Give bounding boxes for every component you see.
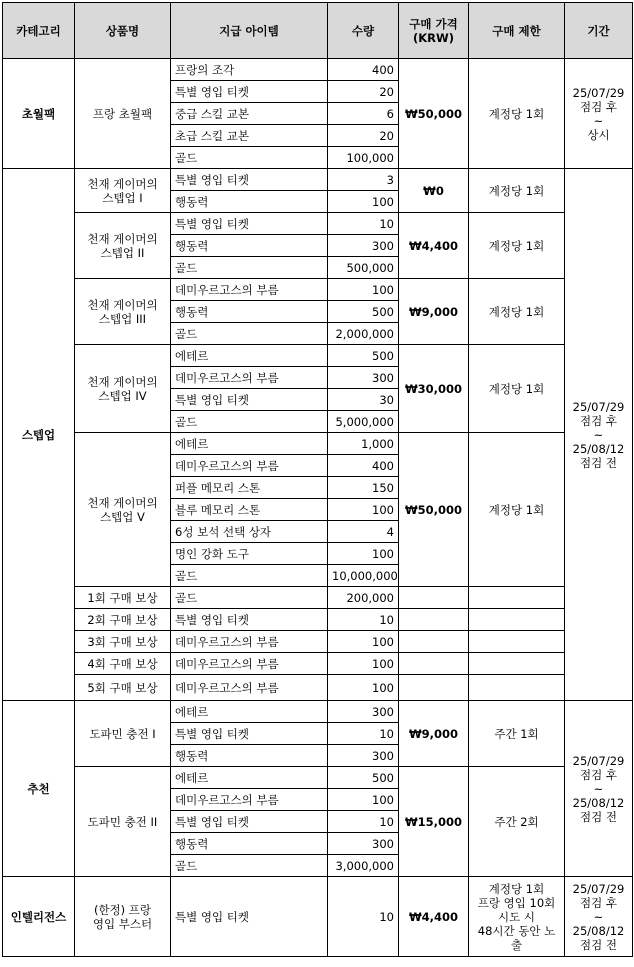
header-period: 기간 [565,3,633,59]
table-row [3,675,633,701]
item-quantity: 10 [328,877,399,957]
table-row [3,877,633,957]
item-name: 골드 [171,411,328,433]
item-quantity: 2,000,000 [328,323,399,345]
item-quantity: 10 [328,723,399,745]
product-name: 천재 게이머의 스텝업 V [75,433,171,587]
limit-cell [469,631,565,653]
table-row [3,767,633,789]
item-quantity: 6 [328,103,399,125]
table-row [3,213,633,235]
item-name: 에테르 [171,701,328,723]
price-cell: ₩30,000 [399,345,469,433]
price-cell: ₩9,000 [399,279,469,345]
item-quantity: 500 [328,345,399,367]
category-cell: 스텝업 [3,169,75,701]
item-name: 에테르 [171,767,328,789]
product-name: 2회 구매 보상 [75,609,171,631]
period-cell: 25/07/29 점검 후 ~ 25/08/12 점검 전 [565,169,633,701]
item-name: 중급 스킬 교본 [171,103,328,125]
item-name: 특별 영입 티켓 [171,169,328,191]
item-name: 6성 보석 선택 상자 [171,521,328,543]
item-quantity: 100,000 [328,147,399,169]
product-name: 3회 구매 보상 [75,631,171,653]
price-cell: ₩9,000 [399,701,469,767]
period-cell: 25/07/29 점검 후 ~ 상시 [565,59,633,169]
item-quantity: 10 [328,609,399,631]
item-quantity: 1,000 [328,433,399,455]
item-name: 행동력 [171,301,328,323]
item-quantity: 100 [328,191,399,213]
product-name: 1회 구매 보상 [75,587,171,609]
limit-cell [469,587,565,609]
limit-cell: 계정당 1회 [469,345,565,433]
category-cell: 초월팩 [3,59,75,169]
item-quantity: 10 [328,811,399,833]
item-quantity: 3 [328,169,399,191]
table-row [3,169,633,191]
table-row [3,701,633,723]
item-name: 골드 [171,147,328,169]
product-name: 도파민 충전 II [75,767,171,877]
product-name: 천재 게이머의 스텝업 III [75,279,171,345]
limit-cell [469,609,565,631]
item-quantity: 300 [328,701,399,723]
item-quantity: 10 [328,213,399,235]
purchase-table [2,2,633,957]
item-quantity: 100 [328,789,399,811]
product-name: 천재 게이머의 스텝업 II [75,213,171,279]
item-name: 특별 영입 티켓 [171,723,328,745]
price-cell [399,631,469,653]
header-category: 카테고리 [3,3,75,59]
item-name: 특별 영입 티켓 [171,389,328,411]
item-quantity: 20 [328,125,399,147]
header-row [3,3,633,59]
header-product: 상품명 [75,3,171,59]
item-quantity: 4 [328,521,399,543]
item-name: 특별 영입 티켓 [171,811,328,833]
price-cell: ₩4,400 [399,877,469,957]
item-quantity: 300 [328,367,399,389]
price-cell [399,675,469,701]
item-name: 특별 영입 티켓 [171,877,328,957]
header-item: 지급 아이템 [171,3,328,59]
item-name: 행동력 [171,235,328,257]
item-quantity: 150 [328,477,399,499]
price-cell [399,609,469,631]
item-name: 데미우르고스의 부름 [171,367,328,389]
item-quantity: 100 [328,631,399,653]
limit-cell: 계정당 1회 [469,279,565,345]
limit-cell: 계정당 1회 [469,59,565,169]
table-row [3,279,633,301]
item-quantity: 500 [328,767,399,789]
item-quantity: 500 [328,301,399,323]
product-name: (한정) 프랑 영입 부스터 [75,877,171,957]
item-name: 데미우르고스의 부름 [171,675,328,701]
header-quantity: 수량 [328,3,399,59]
price-cell: ₩50,000 [399,433,469,587]
price-cell: ₩4,400 [399,213,469,279]
header-price: 구매 가격 (KRW) [399,3,469,59]
table-row [3,653,633,675]
item-name: 골드 [171,257,328,279]
item-name: 명인 강화 도구 [171,543,328,565]
item-quantity: 3,000,000 [328,855,399,877]
price-cell [399,587,469,609]
table-row [3,59,633,81]
item-name: 데미우르고스의 부름 [171,789,328,811]
item-name: 골드 [171,565,328,587]
price-cell: ₩50,000 [399,59,469,169]
item-name: 골드 [171,855,328,877]
item-quantity: 500,000 [328,257,399,279]
item-name: 블루 메모리 스톤 [171,499,328,521]
item-name: 프랑의 조각 [171,59,328,81]
item-name: 골드 [171,323,328,345]
price-cell: ₩0 [399,169,469,213]
product-name: 4회 구매 보상 [75,653,171,675]
item-name: 초급 스킬 교본 [171,125,328,147]
item-name: 행동력 [171,833,328,855]
item-quantity: 100 [328,543,399,565]
item-name: 특별 영입 티켓 [171,609,328,631]
price-cell [399,653,469,675]
limit-cell: 계정당 1회 [469,169,565,213]
item-name: 데미우르고스의 부름 [171,653,328,675]
limit-cell: 주간 1회 [469,701,565,767]
limit-cell: 주간 2회 [469,767,565,877]
item-quantity: 200,000 [328,587,399,609]
period-cell: 25/07/29 점검 후 ~ 25/08/12 점검 전 [565,701,633,877]
item-quantity: 100 [328,675,399,701]
item-name: 행동력 [171,191,328,213]
item-quantity: 30 [328,389,399,411]
item-name: 특별 영입 티켓 [171,213,328,235]
category-cell: 인텔리전스 [3,877,75,957]
table-row [3,587,633,609]
product-name: 5회 구매 보상 [75,675,171,701]
item-quantity: 300 [328,833,399,855]
item-name: 행동력 [171,745,328,767]
item-quantity: 5,000,000 [328,411,399,433]
item-name: 에테르 [171,433,328,455]
table-row [3,433,633,455]
product-name: 도파민 충전 I [75,701,171,767]
table-row [3,345,633,367]
table-row [3,631,633,653]
item-quantity: 10,000,000 [328,565,399,587]
item-name: 데미우르고스의 부름 [171,279,328,301]
limit-cell: 계정당 1회 [469,433,565,587]
price-cell: ₩15,000 [399,767,469,877]
category-cell: 추천 [3,701,75,877]
item-name: 데미우르고스의 부름 [171,631,328,653]
item-quantity: 300 [328,235,399,257]
limit-cell [469,653,565,675]
item-quantity: 300 [328,745,399,767]
item-name: 데미우르고스의 부름 [171,455,328,477]
period-cell: 25/07/29 점검 후 ~ 25/08/12 점검 전 [565,877,633,957]
item-quantity: 20 [328,81,399,103]
item-quantity: 100 [328,653,399,675]
item-quantity: 400 [328,455,399,477]
item-name: 골드 [171,587,328,609]
product-name: 천재 게이머의 스텝업 IV [75,345,171,433]
item-quantity: 400 [328,59,399,81]
item-quantity: 100 [328,499,399,521]
limit-cell: 계정당 1회 [469,213,565,279]
limit-cell: 계정당 1회 프랑 영입 10회 시도 시 48시간 동안 노출 [469,877,565,957]
item-name: 퍼플 메모리 스톤 [171,477,328,499]
header-limit: 구매 제한 [469,3,565,59]
limit-cell [469,675,565,701]
product-name: 천재 게이머의 스텝업 I [75,169,171,213]
item-name: 에테르 [171,345,328,367]
product-name: 프랑 초월팩 [75,59,171,169]
table-row [3,609,633,631]
item-name: 특별 영입 티켓 [171,81,328,103]
item-quantity: 100 [328,279,399,301]
